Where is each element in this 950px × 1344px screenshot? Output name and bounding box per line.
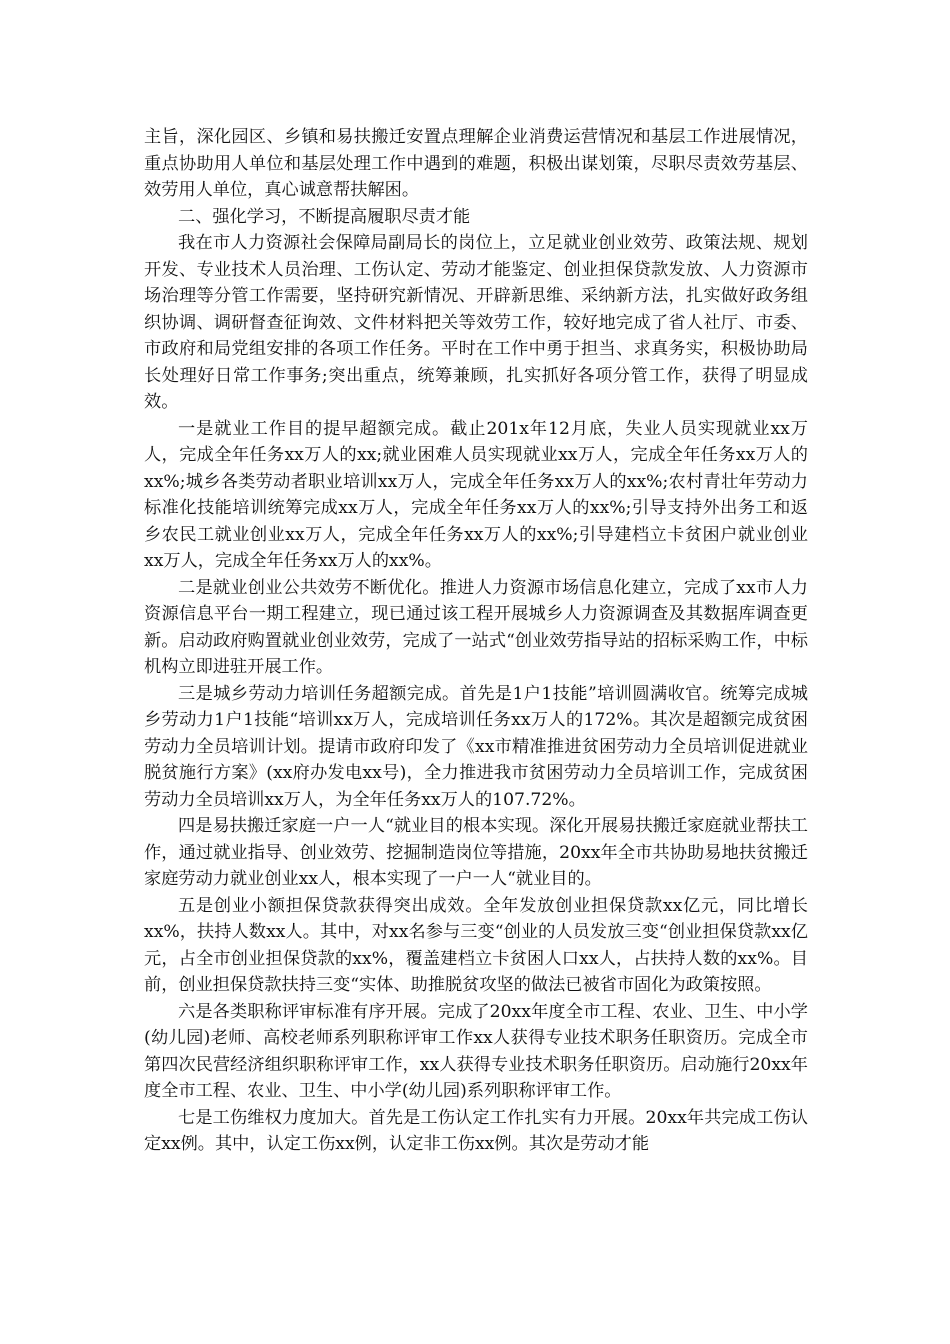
paragraph-role-overview: 我在市人力资源社会保障局副局长的岗位上，立足就业创业效劳、政策法规、规划开发、专业技术人员治理、工伤认定、劳动才能鉴定、创业担保贷款发放、人力资源市场治理等分管工作需要，坚持研究新情况、开辟新思维、采纳新方法，扎实做好政务组织协调、调研督查征询效、文件材料把关等效劳工作，较好地完成了省人社厅、市委、市政府和局党组安排的各项工作任务。平时在工作中勇于担当、求真务实，积极协助局长处理好日常工作事务;突出重点，统筹兼顾，扎实抓好各项分管工作，获得了明显成效。 [144, 233, 808, 412]
paragraph-intro-continuation: 主旨，深化园区、乡镇和易扶搬迁安置点理解企业消费运营情况和基层工作进展情况，重点协助用人单位和基层处理工作中遇到的难题，积极出谋划策，尽职尽责效劳基层、效劳用人单位，真心诚意帮扶解困。 [144, 127, 808, 200]
document-page [144, 124, 808, 1158]
paragraph-employment-targets: 一是就业工作目的提早超额完成。截止201x年12月底，失业人员实现就业xx万人，完成全年任务xx万人的xx;就业困难人员实现就业xx万人，完成全年任务xx万人的xx%;城乡各类劳动者职业培训xx万人，完成全年任务xx万人的xx%;农村青壮年劳动力标准化技能培训统筹完成xx万人，完成全年任务xx万人的xx%;引导支持外出务工和返乡农民工就业创业xx万人，完成全年任务xx万人的xx%;引导建档立卡贫困户就业创业xx万人，完成全年任务xx万人的xx%。 [144, 418, 808, 571]
section-heading-study: 二、强化学习，不断提高履职尽责才能 [178, 206, 471, 227]
paragraph-relocation-employment: 四是易扶搬迁家庭一户一人“就业目的根本实现。深化开展易扶搬迁家庭就业帮扶工作，通过就业指导、创业效劳、挖掘制造岗位等措施，20xx年全市共协助易地扶贫搬迁家庭劳动力就业创业xx人，根本实现了一户一人“就业目的。 [144, 816, 808, 889]
paragraph-title-evaluation: 六是各类职称评审标准有序开展。完成了20xx年度全市工程、农业、卫生、中小学(幼儿园)老师、高校老师系列职称评审工作xx人获得专业技术职务任职资历。完成全市第四次民营经济组织职称评审工作，xx人获得专业技术职务任职资历。启动施行20xx年度全市工程、农业、卫生、中小学(幼儿园)系列职称评审工作。 [144, 1001, 808, 1101]
paragraph-public-services: 二是就业创业公共效劳不断优化。推进人力资源市场信息化建立，完成了xx市人力资源信息平台一期工程建立，现已通过该工程开展城乡人力资源调查及其数据库调查更新。启动政府购置就业创业效劳，完成了一站式“创业效劳指导站的招标采购工作，中标机构立即进驻开展工作。 [144, 577, 808, 677]
paragraph-labor-training: 三是城乡劳动力培训任务超额完成。首先是1户1技能”培训圆满收官。统筹完成城乡劳动力1户1技能“培训xx万人，完成培训任务xx万人的172%。其次是超额完成贫困劳动力全员培训计划。提请市政府印发了《xx市精准推进贫困劳动力全员培训促进就业脱贫施行方案》(xx府办发电xx号)，全力推进我市贫困劳动力全员培训工作，完成贫困劳动力全员培训xx万人，为全年任务xx万人的107.72%。 [144, 683, 808, 810]
paragraph-guaranteed-loans: 五是创业小额担保贷款获得突出成效。全年发放创业担保贷款xx亿元，同比增长xx%，扶持人数xx人。其中，对xx名参与三变“创业的人员发放三变“创业担保贷款xx亿元，占全市创业担保贷款的xx%，覆盖建档立卡贫困人口xx人，占扶持人数的xx%。目前，创业担保贷款扶持三变“实体、助推脱贫攻坚的做法已被省市固化为政策按照。 [144, 895, 808, 995]
paragraph-work-injury: 七是工伤维权力度加大。首先是工伤认定工作扎实有力开展。20xx年共完成工伤认定xx例。其中，认定工伤xx例，认定非工伤xx例。其次是劳动才能 [144, 1107, 808, 1154]
